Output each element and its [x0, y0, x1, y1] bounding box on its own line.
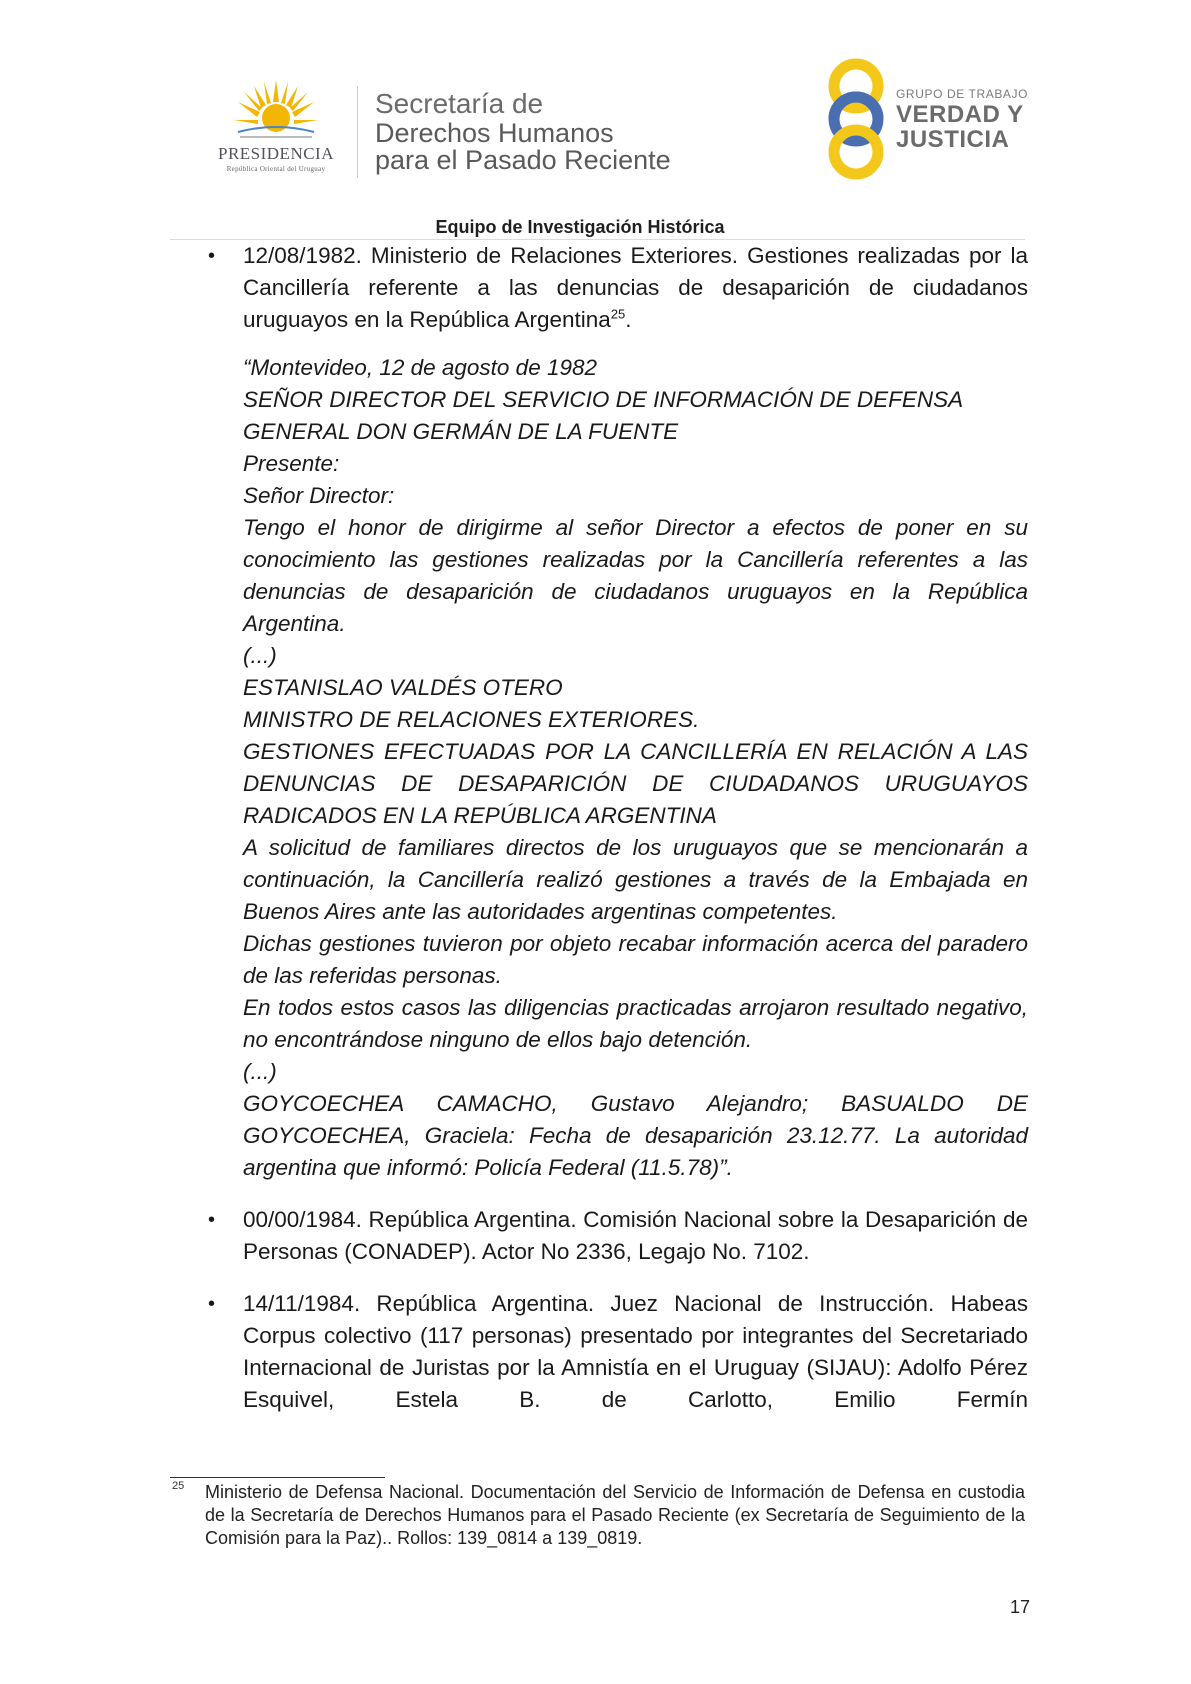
quoted-letter [243, 352, 1028, 1184]
bullet-icon: • [208, 245, 216, 267]
footnote-text: Ministerio de Defensa Nacional. Documentación del Servicio de Información de Defensa en custodia de la Secretaría de Derechos Humanos para el Pasado Reciente (ex Secretaría de Seguimiento de la Comisión para la Paz).. Rollos: 139_0814 a 139_0819. [205, 1482, 1025, 1548]
quote-line: ESTANISLAO VALDÉS OTERO [243, 675, 563, 700]
entry-1984-habeas-corpus [208, 1288, 1028, 1416]
entry-text: 12/08/1982. Ministerio de Relaciones Exteriores. Gestiones realizadas por la Cancillería referente a las denuncias de desaparición de ciudadanos uruguayos en la República Argentina$^{25}$. [243, 243, 1028, 332]
quote-paragraph: Tengo el honor de dirigirme al señor Director a efectos de poner en su conocimiento las gestiones realizadas por la Cancillería referentes a las denuncias de desaparición de ciudadanos uruguayos en la República Argentina. [243, 515, 1028, 636]
quote-line: GENERAL DON GERMÁN DE LA FUENTE [243, 419, 679, 444]
secretaria-logo-text [375, 88, 715, 174]
quote-line: MINISTRO DE RELACIONES EXTERIORES. [243, 707, 700, 732]
quote-ellipsis: (...) [243, 1059, 277, 1084]
footnote-ref: 25 [610, 306, 626, 322]
grupo-big-line1: VERDAD Y [896, 101, 1024, 128]
presidencia-name: PRESIDENCIA [217, 144, 334, 163]
presidencia-logo [196, 78, 356, 178]
entry-1982 [208, 240, 1028, 336]
quote-line: Señor Director: [243, 483, 395, 508]
bullet-icon: • [208, 1293, 216, 1315]
bullet-icon: • [208, 1209, 216, 1231]
quote-line: Presente: [243, 451, 340, 476]
page-header [0, 0, 1191, 237]
secretaria-line3: para el Pasado Reciente [375, 145, 671, 175]
secretaria-line1: Secretaría de [375, 88, 544, 119]
grupo-small-label: GRUPO DE TRABAJO [896, 87, 1029, 101]
entry-text: 14/11/1984. República Argentina. Juez Nacional de Instrucción. Habeas Corpus colectivo (117 personas) presentado por integrantes del Secretariado Internacional de Juristas por la Amnistía en el Uruguay (SIJAU): Adolfo Pérez Esquivel, Estela B. de Carlotto, Emilio Fermín [243, 1291, 1028, 1412]
quote-paragraph: GESTIONES EFECTUADAS POR LA CANCILLERÍA EN RELACIÓN A LAS DENUNCIAS DE DESAPARICIÓN DE CIUDADANOS URUGUAYOS RADICADOS EN LA REPÚBLICA ARGENTINA [243, 739, 1028, 828]
quote-ellipsis: (...) [243, 643, 277, 668]
verdad-justicia-logo [818, 56, 1058, 182]
document-body [208, 240, 1028, 1416]
footnote-rule [170, 1477, 385, 1478]
entry-1984-conadep [208, 1204, 1028, 1268]
quote-line: SEÑOR DIRECTOR DEL SERVICIO DE INFORMACIÓN DE DEFENSA [243, 387, 964, 412]
page-number: 17 [1009, 1597, 1030, 1617]
quote-paragraph: GOYCOECHEA CAMACHO, Gustavo Alejandro; BASUALDO DE GOYCOECHEA, Graciela: Fecha de desaparición 23.12.77. La autoridad argentina que informó: Policía Federal (11.5.78)”. [243, 1091, 1028, 1180]
linked-rings-icon [818, 56, 894, 182]
grupo-big-line2: JUSTICIA [896, 126, 1010, 153]
presidencia-subtitle: República Oriental del Uruguay [226, 165, 326, 173]
footnote-number: 25 [172, 1480, 185, 1492]
team-title: Equipo de Investigación Histórica [435, 217, 725, 237]
grupo-text [896, 86, 1028, 152]
logo-divider [357, 86, 358, 178]
quote-paragraph: Dichas gestiones tuvieron por objeto recabar información acerca del paradero de las referidas personas. [243, 931, 1028, 988]
secretaria-line2: Derechos Humanos [375, 118, 614, 148]
sun-emblem-icon [234, 78, 318, 144]
quote-line: “Montevideo, 12 de agosto de 1982 [243, 355, 598, 380]
quote-paragraph: A solicitud de familiares directos de los uruguayos que se mencionarán a continuación, la Cancillería realizó gestiones a través de la Embajada en Buenos Aires ante las autoridades argentinas competentes. [243, 835, 1028, 924]
quote-paragraph: En todos estos casos las diligencias practicadas arrojaron resultado negativo, no encontrándose ninguno de ellos bajo detención. [243, 995, 1028, 1052]
entry-text: 00/00/1984. República Argentina. Comisión Nacional sobre la Desaparición de Personas (CONADEP). Actor No 2336, Legajo No. 7102. [243, 1207, 1028, 1264]
